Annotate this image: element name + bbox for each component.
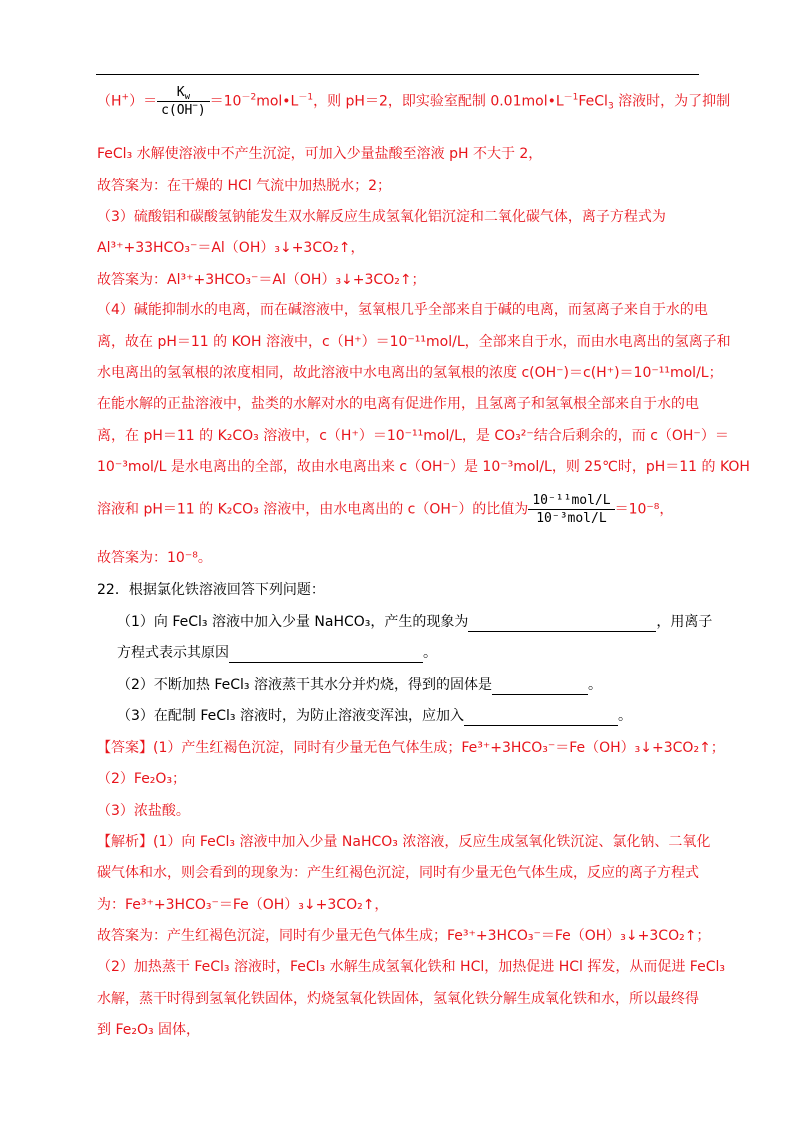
question-item	[117, 612, 712, 632]
text: ＝10⁻⁸，	[614, 501, 674, 518]
fraction-numerator	[157, 84, 210, 101]
question-item	[117, 675, 602, 695]
answer-line: 【答案】(1）产生红褐色沉淀，同时有少量无色气体生成；Fe³⁺+3HCO₃⁻＝Fe（OH）₃↓+3CO₂↑；	[97, 740, 725, 756]
analysis-line: 到 Fe₂O₃ 固体，	[97, 1022, 201, 1038]
text-line: （3）硫酸铝和碳酸氢钠能发生双水解反应生成氢氧化铝沉淀和二氧化碳气体，离子方程式为	[97, 209, 666, 225]
answer-blank[interactable]	[464, 710, 618, 726]
text: （H	[97, 93, 122, 110]
sup: +	[121, 92, 130, 103]
text-line: （4）碱能抑制水的电离，而在碱溶液中，氢氧根几乎全部来自于碱的电离，而氢离子来自于水的电	[97, 302, 708, 318]
text: ，用离子	[656, 614, 713, 630]
sup: －1	[563, 92, 579, 103]
text-line: 故答案为：在干燥的 HCl 气流中加热脱水；2；	[97, 178, 391, 194]
text-line: FeCl₃ 水解使溶液中不产生沉淀，可加入少量盐酸至溶液 pH 不大于 2，	[97, 146, 543, 162]
text: mol•L	[256, 93, 299, 110]
answer-blank[interactable]	[468, 616, 656, 632]
analysis-line: 水解，蒸干时得到氢氧化铁固体，灼烧氢氧化铁固体，氢氧化铁分解生成氧化铁和水，所以最终得	[97, 991, 699, 1007]
text: 溶液时，为了抑制	[613, 93, 731, 110]
text: （2）不断加热 FeCl₃ 溶液蒸干其水分并灼烧，得到的固体是	[117, 677, 492, 693]
fraction-denominator	[157, 101, 210, 119]
analysis-line: 碳气体和水，则会看到的现象为：产生红褐色沉淀，同时有少量无色气体生成，反应的离子方程式	[97, 865, 699, 881]
answer-line: （3）浓盐酸。	[97, 803, 190, 819]
fraction-denominator: 10⁻³mol/L	[528, 509, 614, 527]
sup: －1	[298, 92, 314, 103]
den-text: c(OH	[161, 103, 193, 118]
sub: 3	[607, 101, 614, 112]
ratio-fraction	[528, 492, 614, 527]
text-line: 离，故在 pH＝11 的 KOH 溶液中，c（H⁺）＝10⁻¹¹mol/L，全部来自于水，而由水电离出的氢离子和	[97, 334, 731, 350]
text: 溶液和 pH＝11 的 K₂CO₃ 溶液中，由水电离出的 c（OH⁻）的比值为	[97, 501, 529, 518]
text-line: 故答案为：Al³⁺+3HCO₃⁻＝Al（OH）₃↓+3CO₂↑；	[97, 272, 426, 288]
text: （3）在配制 FeCl₃ 溶液时，为防止溶液变浑浊，应加入	[117, 708, 464, 724]
ratio-line	[97, 492, 673, 527]
kw-symbol: K	[176, 85, 185, 100]
den-sup: −	[192, 101, 198, 111]
text: 方程式表示其原因	[117, 645, 229, 661]
kw-subscript: w	[184, 92, 190, 102]
text: 。	[423, 645, 437, 661]
answer-blank[interactable]	[492, 679, 588, 695]
sup: －2	[241, 92, 257, 103]
answer-blank[interactable]	[229, 647, 423, 663]
text: ）＝	[129, 93, 158, 110]
kw-fraction	[157, 84, 210, 119]
question-item	[117, 706, 632, 726]
analysis-line: （2）加热蒸干 FeCl₃ 溶液时，FeCl₃ 水解生成氢氧化铁和 HCl，加热促进 HCl 挥发，从而促进 FeCl₃	[97, 959, 725, 975]
text: ，则 pH＝2，即实验室配制 0.01mol•L	[313, 93, 564, 110]
den-end: )	[197, 103, 206, 118]
equation-line	[97, 84, 730, 119]
text-line: 在能水解的正盐溶液中，盐类的水解对水的电离有促进作用，且氢离子和氢氧根全部来自于水的电	[97, 396, 699, 412]
text-line: 离，在 pH＝11 的 K₂CO₃ 溶液中，c（H⁺）＝10⁻¹¹mol/L，是 CO₃²⁻结合后剩余的，而 c（OH⁻）＝	[97, 428, 729, 444]
question-item	[117, 643, 437, 663]
analysis-line: 故答案为：产生红褐色沉淀，同时有少量无色气体生成；Fe³⁺+3HCO₃⁻＝Fe（OH）₃↓+3CO₂↑；	[97, 928, 711, 944]
text: （1）向 FeCl₃ 溶液中加入少量 NaHCO₃，产生的现象为	[117, 614, 469, 630]
text: 。	[617, 708, 632, 724]
text-line: Al³⁺+33HCO₃⁻＝Al（OH）₃↓+3CO₂↑，	[97, 240, 365, 256]
text-line: 故答案为：10⁻⁸。	[97, 550, 212, 566]
question-title: 22．根据氯化铁溶液回答下列问题：	[97, 582, 325, 598]
text: 。	[587, 677, 602, 693]
header-rule	[96, 74, 699, 75]
text: ＝10	[209, 93, 242, 110]
text-line: 10⁻³mol/L 是水电离出的全部，故由水电离出来 c（OH⁻）是 10⁻³mol/L，则 25℃时，pH＝11 的 KOH	[97, 459, 750, 475]
answer-line: （2）Fe₂O₃；	[97, 771, 187, 787]
analysis-line: 【解析】(1）向 FeCl₃ 溶液中加入少量 NaHCO₃ 浓溶液，反应生成氢氧化铁沉淀、氯化钠、二氧化	[97, 834, 711, 850]
text-line: 水电离出的氢氧根的浓度相同，故此溶液中水电离出的氢氧根的浓度 c(OH⁻)＝c(H⁺)＝10⁻¹¹mol/L；	[97, 365, 723, 381]
analysis-line: 为：Fe³⁺+3HCO₃⁻＝Fe（OH）₃↓+3CO₂↑，	[97, 897, 389, 913]
text: FeCl	[578, 93, 608, 110]
fraction-numerator: 10⁻¹¹mol/L	[532, 493, 611, 508]
